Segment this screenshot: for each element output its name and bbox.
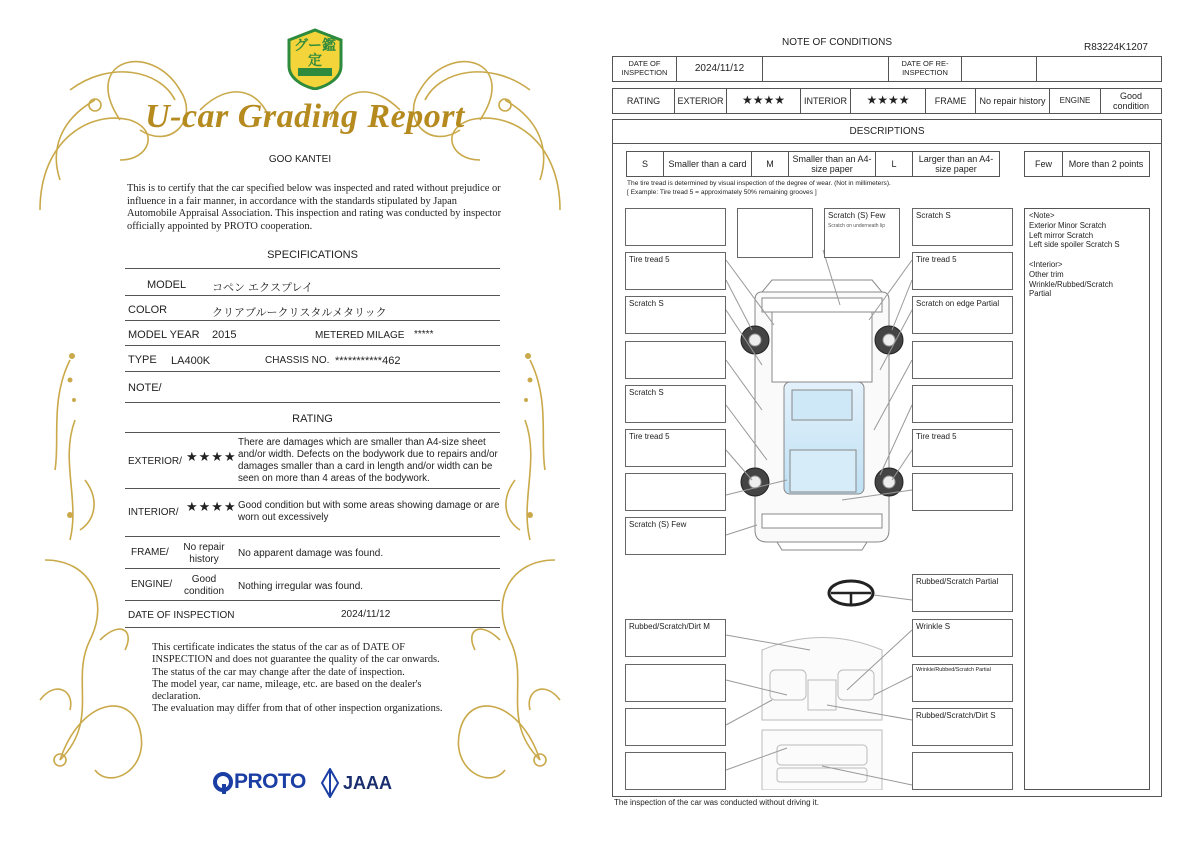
note-line: <Interior> bbox=[1029, 259, 1063, 269]
type-value: LA400K bbox=[171, 355, 211, 367]
legend-m: M bbox=[751, 151, 789, 177]
note-label: NOTE/ bbox=[128, 382, 162, 394]
footer-line: The status of the car may change after the date of inspection. bbox=[152, 666, 405, 678]
legend-s: S bbox=[626, 151, 664, 177]
annotation-box bbox=[824, 208, 900, 258]
note-line: Wrinkle/Rubbed/Scratch bbox=[1029, 279, 1113, 289]
intro-text: This is to certify that the car specified below was inspected and rated without prejudice or influence in a fair manner, in accordance with the standards stipulated by Japan Automobile Appraisal Association. This inspection and rating was conducted by inspector officially appointed by PROTO cooperation. bbox=[127, 183, 502, 232]
footer-line: The evaluation may differ from that of other inspection organizations. bbox=[152, 703, 443, 715]
exterior-desc: There are damages which are smaller than A4-size sheet and/or width. Defects on the bodywork due to repairs and/or damages smaller than a card in length and/or width can be seen on more than 4 areas of the bodywork. bbox=[238, 437, 498, 484]
sheet-footer: The inspection of the car was conducted without driving it. bbox=[614, 798, 819, 807]
note-line bbox=[1029, 250, 1145, 260]
annotation-box bbox=[625, 208, 726, 246]
reinspection-label: DATE OF RE-INSPECTION bbox=[888, 56, 962, 82]
model-year-label: MODEL YEAR bbox=[128, 329, 200, 341]
frame-desc: No apparent damage was found. bbox=[238, 548, 384, 559]
interior-desc: Good condition but with some areas showing damage or are worn out excessively bbox=[238, 500, 500, 523]
exterior-label: EXTERIOR bbox=[674, 88, 727, 114]
note-line: Left mirror Scratch bbox=[1029, 230, 1094, 240]
frame-label: FRAME/ bbox=[131, 547, 169, 558]
type-label: TYPE bbox=[128, 354, 157, 366]
frame-label: FRAME bbox=[925, 88, 976, 114]
footer-line: declaration. bbox=[152, 691, 201, 703]
legend-l: L bbox=[875, 151, 913, 177]
frame-value: No repair history bbox=[183, 542, 225, 565]
model-year-value: 2015 bbox=[212, 329, 237, 341]
tread-example: [ Example: Tire tread 5 = approximately 50% remaining grooves ] bbox=[627, 189, 817, 196]
model-label: MODEL bbox=[147, 279, 187, 291]
engine-label: ENGINE/ bbox=[131, 579, 173, 590]
annotation-box: Scratch S bbox=[625, 385, 726, 423]
date-value: 2024/11/12 bbox=[341, 609, 391, 620]
engine-label: ENGINE bbox=[1049, 88, 1101, 114]
interior-label: INTERIOR bbox=[800, 88, 851, 114]
chassis-label: CHASSIS NO. bbox=[265, 355, 330, 366]
sheet-title: NOTE OF CONDITIONS bbox=[782, 37, 892, 48]
annotation-box: Scratch on edge Partial bbox=[912, 296, 1013, 334]
footer-line: INSPECTION and does not guarantee the quality of the car onwards. bbox=[152, 654, 440, 666]
annotation-box bbox=[625, 473, 726, 511]
reference-number: R83224K1207 bbox=[1084, 42, 1148, 53]
note-line: <Note> bbox=[1029, 211, 1055, 220]
color-label: COLOR bbox=[128, 304, 168, 316]
annotation-box: Scratch S bbox=[625, 296, 726, 334]
engine-desc: Nothing irregular was found. bbox=[238, 581, 364, 592]
empty-cell bbox=[1036, 56, 1162, 82]
annotation-box bbox=[912, 473, 1013, 511]
annotation-box: Tire tread 5 bbox=[625, 252, 726, 290]
tread-note: The tire tread is determined by visual inspection of the degree of wear. (Not in millimeters). bbox=[627, 180, 891, 187]
notes-panel bbox=[1024, 208, 1150, 790]
reinspection-value bbox=[961, 56, 1037, 82]
legend-m-desc: Smaller than an A4-size paper bbox=[788, 151, 876, 177]
exterior-stars: ★★★★ bbox=[726, 88, 801, 114]
note-line: Other trim bbox=[1029, 269, 1064, 279]
annotation-box: Rubbed/Scratch/Dirt M bbox=[625, 619, 726, 657]
note-line: Partial bbox=[1029, 289, 1052, 299]
legend-l-desc: Larger than an A4-size paper bbox=[912, 151, 1000, 177]
footer-line: The model year, car name, mileage, etc. are based on the dealer's bbox=[152, 678, 422, 690]
annotation-box: Scratch (S) Few bbox=[625, 517, 726, 555]
annotation-box: Tire tread 5 bbox=[912, 429, 1013, 467]
note-line: Left side spoiler Scratch S bbox=[1029, 240, 1120, 250]
model-value: コペン エクスプレイ bbox=[212, 282, 313, 294]
interior-label: INTERIOR/ bbox=[128, 507, 179, 518]
annotation-box: Rubbed/Scratch/Dirt S bbox=[912, 708, 1013, 746]
annotation-box bbox=[912, 385, 1013, 423]
annotation-box: Scratch S bbox=[912, 208, 1013, 246]
annotation-box: Wrinkle S bbox=[912, 619, 1013, 657]
annotation-box: Rubbed/Scratch Partial bbox=[912, 574, 1013, 612]
annotation-box: Tire tread 5 bbox=[912, 252, 1013, 290]
org-name: GOO KANTEI bbox=[268, 154, 332, 165]
annotation-box bbox=[625, 664, 726, 702]
annotation-subtext: Scratch on underneath lip bbox=[828, 222, 885, 229]
mileage-value: ***** bbox=[414, 329, 434, 340]
engine-value: Good condition bbox=[1100, 88, 1162, 114]
legend-few: Few bbox=[1024, 151, 1063, 177]
annotation-box bbox=[912, 341, 1013, 379]
footer-line: This certificate indicates the status of the car as of DATE OF bbox=[152, 642, 406, 653]
interior-stars: ★★★★ bbox=[186, 499, 237, 514]
exterior-label: EXTERIOR/ bbox=[128, 456, 182, 467]
annotation-box bbox=[625, 708, 726, 746]
rating-label: RATING bbox=[612, 88, 675, 114]
engine-value: Good condition bbox=[183, 574, 225, 597]
annotation-box bbox=[625, 752, 726, 790]
annotation-box: Wrinkle/Rubbed/Scratch Partial bbox=[912, 664, 1013, 702]
legend-few-desc: More than 2 points bbox=[1062, 151, 1150, 177]
annotation-box bbox=[912, 752, 1013, 790]
spec-heading: SPECIFICATIONS bbox=[267, 249, 358, 261]
exterior-stars: ★★★★ bbox=[186, 449, 237, 464]
annotation-text: Scratch (S) Few bbox=[828, 211, 886, 220]
interior-stars: ★★★★ bbox=[850, 88, 926, 114]
report-title: U-car Grading Report bbox=[145, 98, 465, 135]
date-inspection-label: DATE OF INSPECTION bbox=[612, 56, 677, 82]
legend-s-desc: Smaller than a card bbox=[663, 151, 752, 177]
divider bbox=[612, 143, 1162, 144]
rating-heading: RATING bbox=[292, 413, 333, 425]
proto-logo-text: PROTO bbox=[234, 770, 306, 793]
note-line: Exterior Minor Scratch bbox=[1029, 220, 1107, 230]
color-value: クリアブルークリスタルメタリック bbox=[212, 307, 387, 319]
descriptions-heading: DESCRIPTIONS bbox=[849, 126, 925, 137]
empty-cell bbox=[762, 56, 889, 82]
jaaa-logo-text: JAAA bbox=[343, 773, 393, 793]
annotation-box bbox=[625, 341, 726, 379]
date-label: DATE OF INSPECTION bbox=[128, 610, 235, 621]
date-inspection-value: 2024/11/12 bbox=[676, 56, 763, 82]
mileage-label: METERED MILAGE bbox=[315, 330, 405, 341]
chassis-value: ***********462 bbox=[335, 355, 401, 367]
badge-text: グー鑑定 bbox=[294, 37, 336, 68]
frame-value: No repair history bbox=[975, 88, 1050, 114]
annotation-box: Tire tread 5 bbox=[625, 429, 726, 467]
annotation-box bbox=[737, 208, 813, 258]
